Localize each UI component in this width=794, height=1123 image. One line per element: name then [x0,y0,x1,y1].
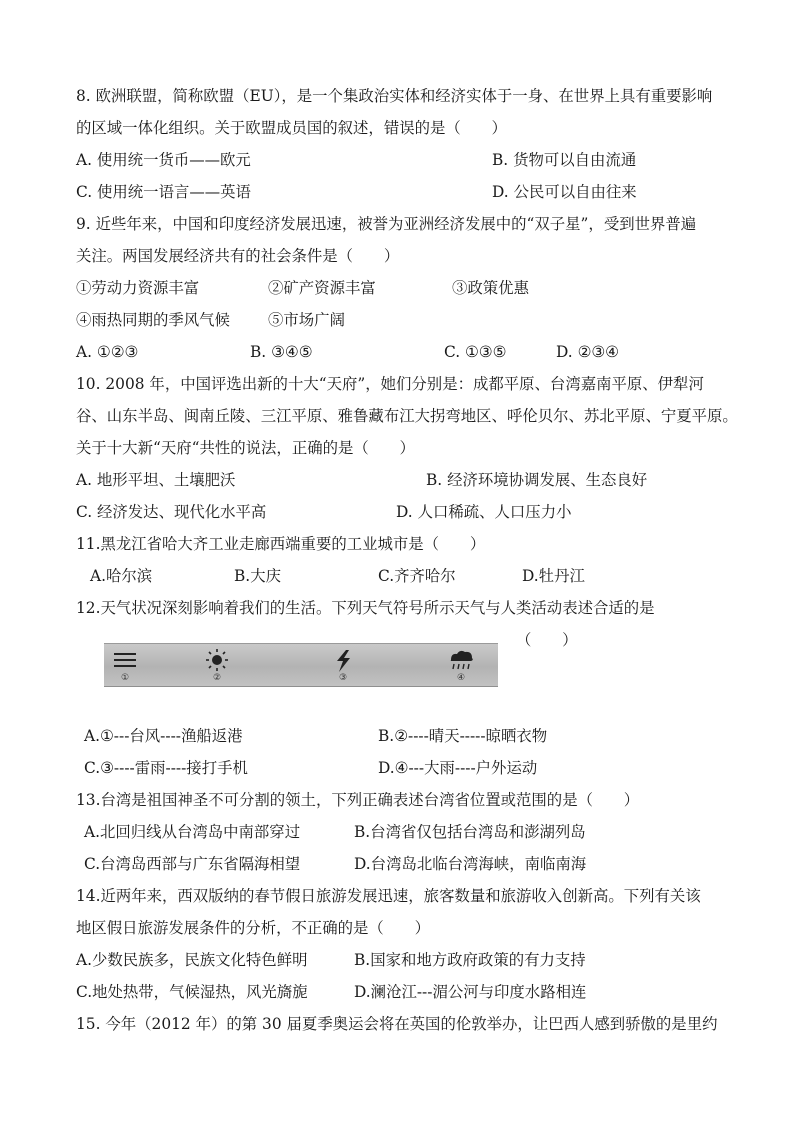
heavy-rain-icon [444,648,478,682]
q9-condition-1: ①劳动力资源丰富 [76,279,200,297]
q8-stem-line-2: 的区域一体化组织。关于欧盟成员国的叙述，错误的是（ ） [76,119,507,137]
q9-condition-4: ④雨热同期的季风气候 [76,311,230,329]
fog-icon [108,648,142,682]
q9-stem-line-1: 9. 近些年来，中国和印度经济发展迅速，被誉为亚洲经济发展中的“双子星”，受到世界普遍 [76,215,697,233]
q13-option-b: B.台湾省仅包括台湾岛和澎湖列岛 [354,823,586,841]
lightning-icon [326,648,360,682]
symbol-number-3: ③ [338,673,348,683]
q9-option-d: D. ②③④ [556,343,619,361]
q10-stem-line-3: 关于十大新“天府“共性的说法，正确的是（ ） [76,439,415,457]
q9-condition-3: ③政策优惠 [452,279,529,297]
q13-stem: 13.台湾是祖国神圣不可分割的领土，下列正确表述台湾省位置或范围的是（ ） [76,791,640,809]
q8-option-c: C. 使用统一语言——英语 [76,183,251,201]
q12-option-b: B.②----晴天-----晾晒衣物 [378,727,548,745]
symbol-number-2: ② [212,673,222,683]
symbol-number-4: ④ [456,673,466,683]
q12-option-d: D.④---大雨----户外运动 [378,759,538,777]
symbol-number-1: ① [120,673,130,683]
q9-option-c: C. ①③⑤ [444,343,507,361]
q9-option-a: A. ①②③ [76,343,139,361]
q9-stem-line-2: 关注。两国发展经济共有的社会条件是（ ） [76,247,400,265]
q8-option-b: B. 货物可以自由流通 [492,151,637,169]
q12-answer-paren: （ ） [516,631,578,649]
q14-option-c: C.地处热带，气候湿热，风光旖旎 [76,983,308,1001]
q8-stem-line-1: 8. 欧洲联盟，简称欧盟（EU），是一个集政治实体和经济实体于一身、在世界上具有重要影响 [76,87,713,105]
q10-option-d: D. 人口稀疏、人口压力小 [396,503,572,521]
q13-option-d: D.台湾岛北临台湾海峡，南临南海 [354,855,587,873]
q10-option-b: B. 经济环境协调发展、生态良好 [426,471,648,489]
q14-option-a: A.少数民族多，民族文化特色鲜明 [76,951,308,969]
q11-option-c: C.齐齐哈尔 [378,567,456,585]
q15-stem-line-1: 15. 今年（2012 年）的第 30 届夏季奥运会将在英国的伦敦举办，让巴西人感到骄傲的是里约 [76,1015,718,1033]
q8-option-a: A. 使用统一货币——欧元 [76,151,251,169]
q10-stem-line-2: 谷、山东半岛、闽南丘陵、三江平原、雅鲁藏布江大拐弯地区、呼伦贝尔、苏北平原、宁夏平原。 [76,407,738,425]
q10-stem-line-1: 10. 2008 年，中国评选出新的十大“天府”，她们分别是：成都平原、台湾嘉南平原、伊犁河 [76,375,704,393]
q9-option-b: B. ③④⑤ [250,343,313,361]
q11-option-b: B.大庆 [234,567,281,585]
q11-stem: 11.黑龙江省哈大齐工业走廊西端重要的工业城市是（ ） [76,535,486,553]
q10-option-a: A. 地形平坦、土壤肥沃 [76,471,236,489]
q10-option-c: C. 经济发达、现代化水平高 [76,503,267,521]
q12-option-c: C.③----雷雨----接打手机 [84,759,248,777]
q12-stem: 12.天气状况深刻影响着我们的生活。下列天气符号所示天气与人类活动表述合适的是 [76,599,655,617]
q11-option-a: A.哈尔滨 [90,567,153,585]
q9-condition-5: ⑤市场广阔 [268,311,345,329]
q8-option-d: D. 公民可以自由往来 [492,183,637,201]
q9-condition-2: ②矿产资源丰富 [268,279,376,297]
q14-stem-line-2: 地区假日旅游发展条件的分析，不正确的是（ ） [76,919,430,937]
q14-stem-line-1: 14.近两年来，西双版纳的春节假日旅游发展迅速，旅客数量和旅游收入创新高。下列有关该 [76,887,701,905]
q11-option-d: D.牡丹江 [522,567,585,585]
weather-symbols-figure [104,643,498,687]
q13-option-c: C.台湾岛西部与广东省隔海相望 [84,855,301,873]
q13-option-a: A.北回归线从台湾岛中南部穿过 [84,823,301,841]
q14-option-d: D.澜沧江---湄公河与印度水路相连 [354,983,587,1001]
sun-icon [200,648,234,682]
q12-option-a: A.①---台风----渔船返港 [84,727,243,745]
q14-option-b: B.国家和地方政府政策的有力支持 [354,951,586,969]
